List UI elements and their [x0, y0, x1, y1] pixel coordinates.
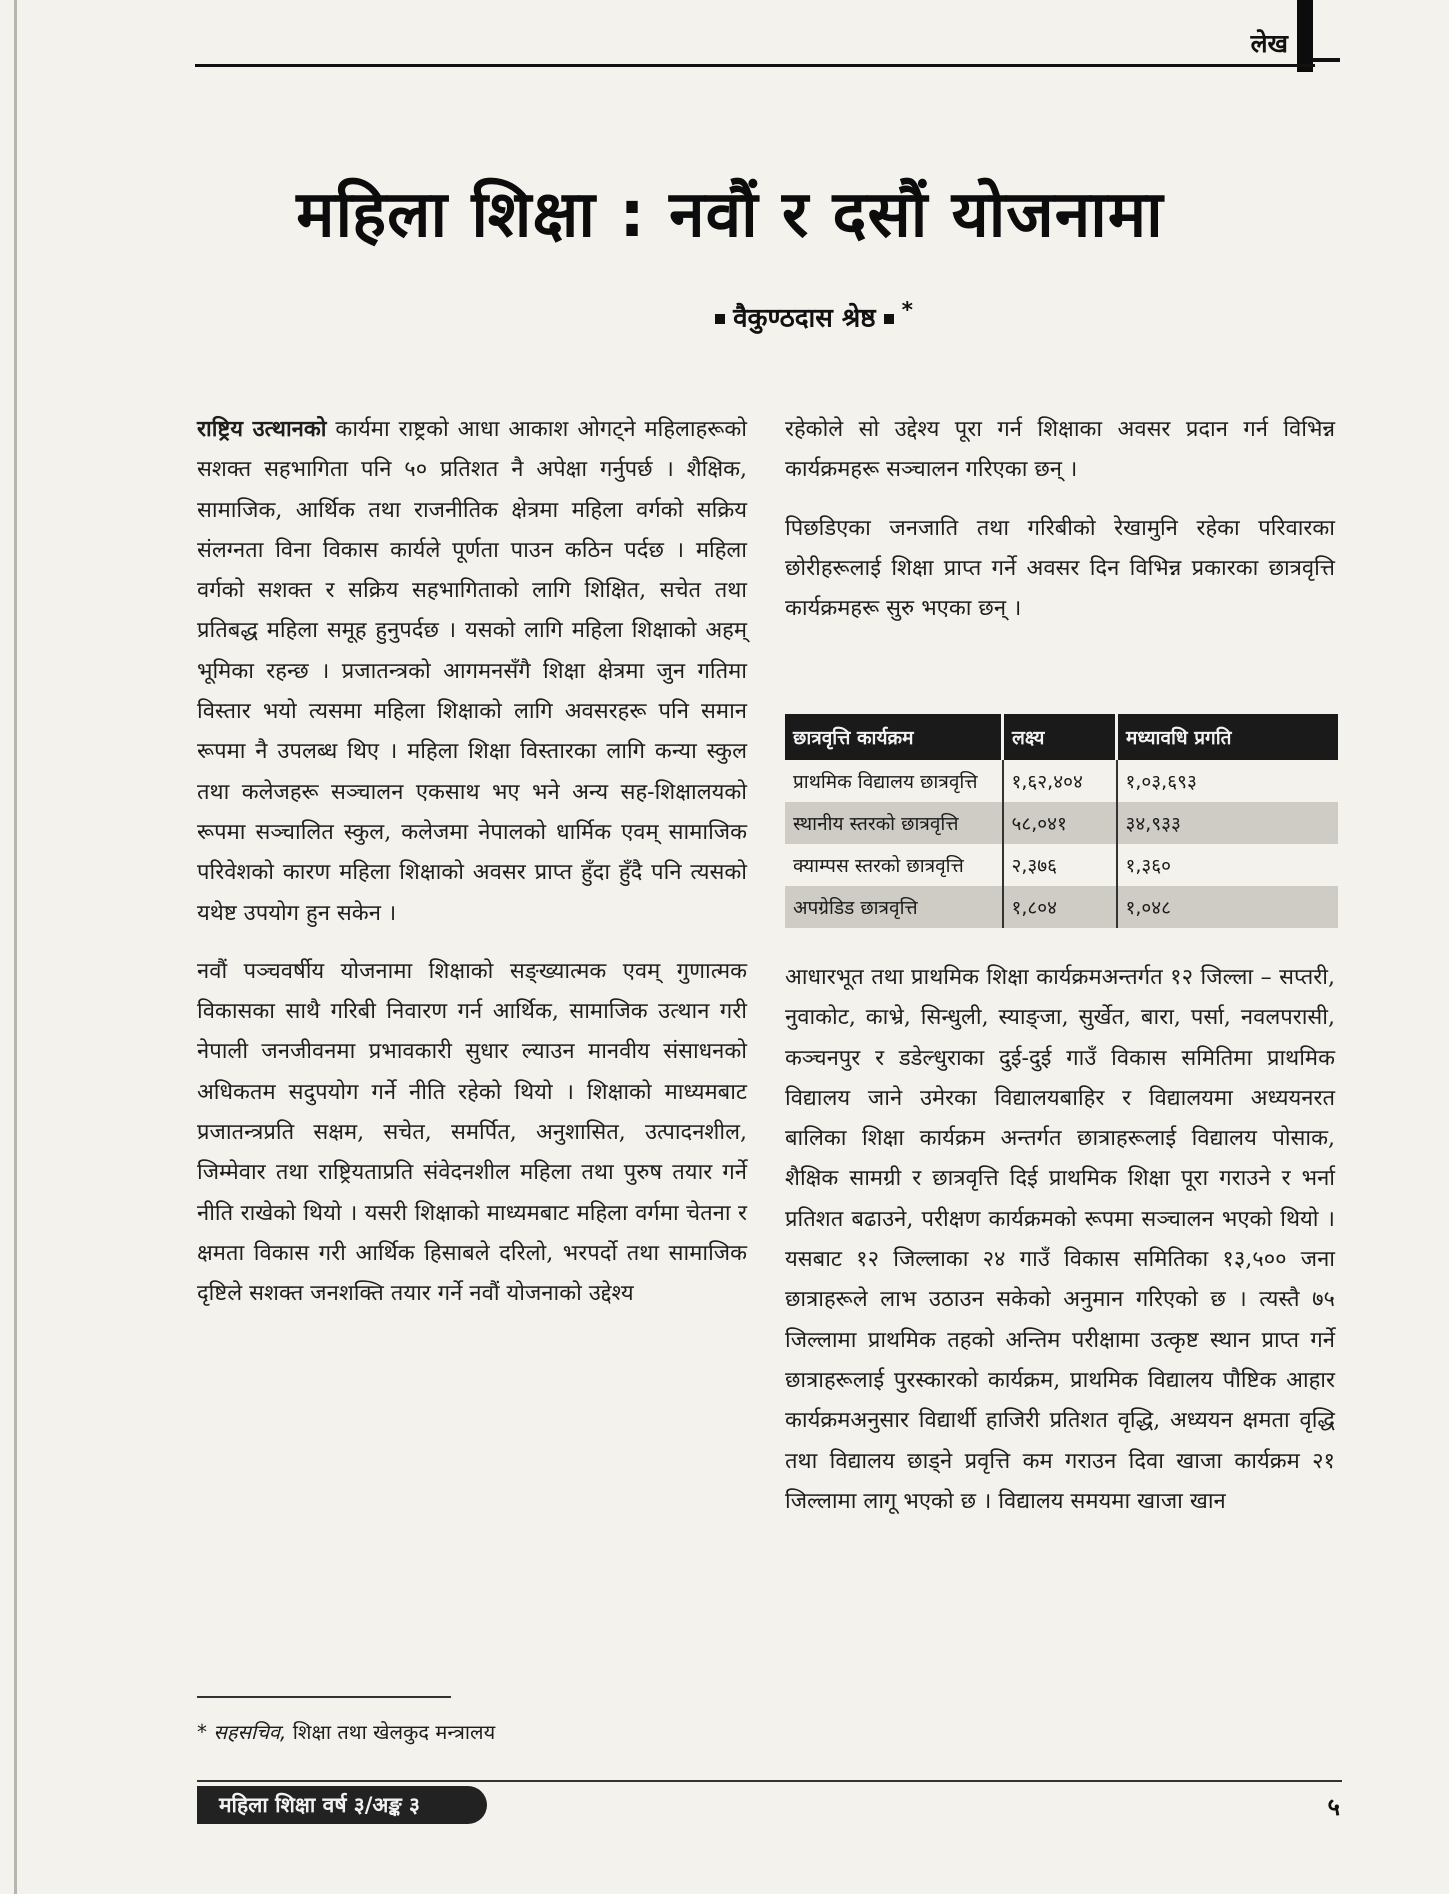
- publication-banner: महिला शिक्षा वर्ष ३/अङ्क ३: [197, 1786, 487, 1824]
- column-header: लक्ष्य: [1003, 714, 1117, 760]
- footnote-marker: *: [197, 1720, 207, 1744]
- table-cell: क्याम्पस स्तरको छात्रवृत्ति: [785, 844, 1003, 886]
- footnote-rule: [197, 1696, 451, 1698]
- table-cell: २,३७६: [1003, 844, 1117, 886]
- table-row: [785, 886, 1338, 928]
- table-cell: स्थानीय स्तरको छात्रवृत्ति: [785, 802, 1003, 844]
- paragraph: आधारभूत तथा प्राथमिक शिक्षा कार्यक्रमअन्तर्गत १२ जिल्ला – सप्तरी, नुवाकोट, काभ्रे, सिन्धुली, स्याङ्जा, सुर्खेत, बारा, पर्सा, नवलपरासी, कञ्चनपुर र डडेल्धुराका दुई-दुई गाउँ विकास समितिमा प्राथमिक विद्यालय जाने उमेरका विद्यालयबाहिर र विद्यालयमा अध्ययनरत बालिका शिक्षा कार्यक्रम अन्तर्गत छात्राहरूलाई विद्यालय पोसाक, शैक्षिक सामग्री र छात्रवृत्ति दिई प्राथमिक शिक्षा पूरा गराउने र भर्ना प्रतिशत बढाउने, परीक्षण कार्यक्रमको रूपमा सञ्चालन भएको थियो । यसबाट १२ जिल्लाका २४ गाउँ विकास समितिका १३,५०० जना छात्राहरूले लाभ उठाउन सकेको अनुमान गरिएको छ । त्यस्तै ७५ जिल्लामा प्राथमिक तहको अन्तिम परीक्षामा उत्कृष्ट स्थान प्राप्त गर्ने छात्राहरूलाई पुरस्कारको कार्यक्रम, प्राथमिक विद्यालय पौष्टिक आहार कार्यक्रमअनुसार विद्यार्थी हाजिरी प्रतिशत वृद्धि, अध्ययन क्षमता वृद्धि तथा विद्यालय छाड्ने प्रवृत्ति कम गराउन दिवा खाजा कार्यक्रम २१ जिल्लामा लागू भएको छ । विद्यालय समयमा खाजा खान: [785, 965, 1335, 1514]
- page-edge: [14, 0, 17, 1894]
- page-number: ५: [1327, 1793, 1340, 1821]
- table-cell: १,३६०: [1117, 844, 1339, 886]
- table-cell: ३४,९३३: [1117, 802, 1339, 844]
- footnote-role: सहसचिव,: [213, 1720, 287, 1744]
- paragraph: नवौं पञ्चवर्षीय योजनामा शिक्षाको सङ्ख्यात्मक एवम् गुणात्मक विकासका साथै गरिबी निवारण गर्न आर्थिक, सामाजिक उत्थान गरी नेपाली जनजीवनमा प्रभावकारी सुधार ल्याउन मानवीय संसाधनको अधिकतम सदुपयोग गर्ने नीति रहेको थियो । शिक्षाको माध्यमबाट प्रजातन्त्रप्रति सक्षम, सचेत, समर्पित, अनुशासित, उत्पादनशील, जिम्मेवार तथा राष्ट्रियताप्रति संवेदनशील महिला तथा पुरुष तयार गर्ने नीति राखेको थियो । यसरी शिक्षाको माध्यमबाट महिला वर्गमा चेतना र क्षमता विकास गरी आर्थिक हिसाबले दरिलो, भरपर्दो तथा सामाजिक दृष्टिले सशक्त जनशक्ति तयार गर्ने नवौं योजनाको उद्देश्य: [197, 958, 747, 1307]
- table-cell: १,०३,६९३: [1117, 760, 1339, 802]
- column-header: मध्यावधि प्रगति: [1117, 714, 1339, 760]
- table-cell: १,०४८: [1117, 886, 1339, 928]
- header-rule-tick: [1312, 58, 1340, 62]
- table-cell: अपग्रेडिड छात्रवृत्ति: [785, 886, 1003, 928]
- table-header-row: [785, 714, 1338, 760]
- footnote: [197, 1718, 747, 1745]
- table-cell: १,८०४: [1003, 886, 1117, 928]
- footnote-org: शिक्षा तथा खेलकुद मन्त्रालय: [286, 1720, 496, 1744]
- table-row: [785, 844, 1338, 886]
- author-footnote-marker: *: [901, 298, 913, 323]
- table-cell: ५८,०४१: [1003, 802, 1117, 844]
- section-label: लेख: [1250, 29, 1288, 58]
- table-row: [785, 760, 1338, 802]
- footer-rule: [197, 1780, 1342, 1782]
- bullet-square-icon: [884, 314, 894, 324]
- right-column-top: [785, 410, 1335, 647]
- header-rule: [195, 64, 1315, 67]
- table-cell: प्राथमिक विद्यालय छात्रवृत्ति: [785, 760, 1003, 802]
- paragraph: [197, 410, 747, 934]
- scholarship-table: [785, 714, 1338, 928]
- header-bar: [1297, 0, 1313, 72]
- article-title: महिला शिक्षा : नवौं र दसौं योजनामा: [296, 178, 1164, 252]
- right-column-bottom: [785, 958, 1335, 1540]
- left-column: [197, 410, 747, 1333]
- column-header: छात्रवृत्ति कार्यक्रम: [785, 714, 1003, 760]
- paragraph: पिछडिएका जनजाति तथा गरिबीको रेखामुनि रहेका परिवारका छोरीहरूलाई शिक्षा प्राप्त गर्ने अवसर दिन विभिन्न प्रकारका छात्रवृत्ति कार्यक्रमहरू सुरु भएका छन् ।: [785, 515, 1335, 622]
- lead-in: राष्ट्रिय उत्थानको: [197, 417, 327, 442]
- paragraph: रहेकोले सो उद्देश्य पूरा गर्न शिक्षाका अवसर प्रदान गर्न विभिन्न कार्यक्रमहरू सञ्चालन गरिएका छन् ।: [785, 417, 1335, 483]
- author-name: वैकुण्ठदास श्रेष्ठ: [733, 303, 876, 334]
- bullet-square-icon: [715, 314, 725, 324]
- paragraph-text: कार्यमा राष्ट्रको आधा आकाश ओगट्ने महिलाहरूको सशक्त सहभागिता पनि ५० प्रतिशत नै अपेक्षा गर्नुपर्छ । शैक्षिक, सामाजिक, आर्थिक तथा राजनीतिक क्षेत्रमा महिला वर्गको सक्रिय संलग्नता विना विकास कार्यले पूर्णता पाउन कठिन पर्दछ । महिला वर्गको सशक्त र सक्रिय सहभागिताको लागि शिक्षित, सचेत तथा प्रतिबद्ध महिला समूह हुनुपर्दछ । यसको लागि महिला शिक्षाको अहम् भूमिका रहन्छ । प्रजातन्त्रको आगमनसँगै शिक्षा क्षेत्रमा जुन गतिमा विस्तार भयो त्यसमा महिला शिक्षाको लागि अवसरहरू पनि समान रूपमा नै उपलब्ध थिए । महिला शिक्षा विस्तारका लागि कन्या स्कुल तथा कलेजहरू सञ्चालन एकसाथ भए भने अन्य सह-शिक्षालयको रूपमा सञ्चालित स्कुल, कलेजमा नेपालको धार्मिक एवम् सामाजिक परिवेशको कारण महिला शिक्षाको अवसर प्राप्त हुँदा हुँदै पनि त्यसको यथेष्ट उपयोग हुन सकेन ।: [197, 417, 747, 926]
- table-row: [785, 802, 1338, 844]
- author-byline: [560, 298, 1060, 335]
- table-cell: १,६२,४०४: [1003, 760, 1117, 802]
